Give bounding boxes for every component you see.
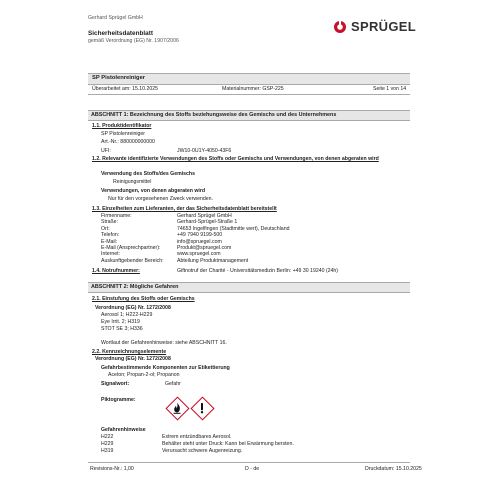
supplier-label: Ort: <box>101 225 110 232</box>
supplier-value: info@spruegel.com <box>177 238 222 245</box>
company-logo <box>333 19 416 34</box>
signal-word-value: Gefahr <box>165 381 181 387</box>
footer-divider <box>88 462 410 463</box>
hazard-text: Verursacht schwere Augenreizung. <box>162 448 243 454</box>
supplier-value: Gerhard Sprügel GmbH <box>177 213 232 219</box>
logo-mark-icon <box>333 20 347 34</box>
product-identifier: SP Pistolenreiniger <box>101 131 146 137</box>
pictograms-label: Piktogramme: <box>101 397 136 403</box>
material-number: Materialnummer: GSP-225 <box>222 86 284 92</box>
section2-heading: ABSCHNITT 2: Mögliche Gefahren <box>91 284 179 290</box>
logo-text: SPRÜGEL <box>351 19 416 34</box>
product-bar-name: SP Pistolenreiniger <box>92 75 146 81</box>
regulation-label: Verordnung (EG) Nr. 1272/2008 <box>95 305 171 311</box>
section1-heading: ABSCHNITT 1: Bezeichnung des Stoffs beziehungsweise des Gemischs und des Unternehmens <box>91 112 337 118</box>
section1-1-heading: 1.1. Produktidentifikator <box>92 123 152 129</box>
supplier-value: Abteilung Produktmanagement <box>177 257 249 264</box>
use-label: Verwendung des Stoffs/des Gemischs <box>101 171 195 177</box>
section1-3-heading: 1.3. Einzelheiten zum Lieferanten, der das Sicherheitsdatenblatt bereitstellt <box>92 206 277 212</box>
components-value: Aceton; Propan-2-ol; Propanon <box>108 372 180 378</box>
revision-date: Überarbeitet am: 15.10.2025 <box>92 86 159 92</box>
supplier-table <box>101 213 401 264</box>
document-title: Sicherheitsdatenblatt <box>88 30 153 37</box>
regulation-label-2: Verordnung (EG) Nr. 1272/2008 <box>95 356 171 362</box>
section2-2-heading: 2.2. Kennzeichnungselemente <box>92 349 167 355</box>
hazard-text: Behälter steht unter Druck: Kann bei Erwärmung bersten. <box>162 441 294 447</box>
article-number: Art.-Nr.: 880000000000 <box>101 139 155 145</box>
hazard-statements-label: Gefahrenhinweise <box>101 427 146 433</box>
emergency-value: Giftnotruf der Charité - Universitätsmedizin Berlin: +49 30 19240 (24h) <box>177 268 339 274</box>
divider <box>88 94 410 95</box>
section2-bar <box>88 282 410 293</box>
hazard-code: H222 <box>101 434 114 440</box>
use-value: Reinigungsmittel <box>113 179 152 185</box>
components-label: Gefahrbestimmende Komponenten zur Etikettierung <box>101 365 230 371</box>
supplier-value: 74653 Ingelfingen (Stadtmitte wert), Deutschland <box>177 225 290 232</box>
advised-against-label: Verwendungen, von denen abgeraten wird <box>101 188 206 194</box>
supplier-label: Auskunftgebender Bereich: <box>101 257 164 264</box>
supplier-value: Gerhard-Sprügel-Straße 1 <box>177 219 238 226</box>
supplier-value: +49 7940 9199-500 <box>177 232 223 239</box>
footer-language: D - de <box>245 466 260 472</box>
exclamation-icon <box>190 396 214 420</box>
supplier-label: E-Mail (Ansprechpartner): <box>101 244 161 251</box>
supplier-label: Straße: <box>101 219 119 226</box>
supplier-value: Produkt@spruegel.com <box>177 244 232 251</box>
supplier-label: Internet: <box>101 251 121 258</box>
signal-word-label: Signalwort: <box>101 381 130 387</box>
page-number: Seite 1 von 14 <box>373 86 407 92</box>
supplier-label: Firmenname: <box>101 213 132 219</box>
hazard-code: H229 <box>101 441 114 447</box>
hazard-text: Extrem entzündbares Aerosol. <box>162 434 232 440</box>
classification-2: Eye Irrit. 2; H319 <box>101 319 140 325</box>
footer-print-date: Druckdatum: 15.10.2025 <box>365 466 422 472</box>
section1-2-heading: 1.2. Relevante identifizierte Verwendungen des Stoffs oder Gemischs und Verwendungen, von denen abgeraten wird <box>92 156 379 162</box>
supplier-row <box>101 258 401 264</box>
product-bar <box>88 73 410 85</box>
flame-icon <box>165 396 189 420</box>
hazard-code: H319 <box>101 448 114 454</box>
regulation-note: gemäß Verordnung (EG) Nr. 1907/2006 <box>88 38 179 44</box>
emergency-label: 1.4. Notrufnummer: <box>92 268 140 274</box>
supplier-value: www.spruegel.com <box>177 251 221 258</box>
hazard-wording-note: Wortlaut der Gefahrenhinweise: siehe ABSCHNITT 16. <box>101 340 227 346</box>
ufi-value: JW10-0U1Y-4050-43F6 <box>177 148 232 154</box>
classification-3: STOT SE 3; H336 <box>101 326 143 332</box>
footer-revision: Revisions-Nr.: 1,00 <box>90 466 134 472</box>
company-name: Gerhard Sprügel GmbH <box>88 15 143 21</box>
ufi-label: UFI: <box>101 148 111 154</box>
advised-against-value: Nur für den vorgesehenen Zweck verwenden. <box>108 196 213 202</box>
supplier-label: Telefon: <box>101 232 120 239</box>
section2-1-heading: 2.1. Einstufung des Stoffs oder Gemischs <box>92 296 195 302</box>
section1-bar <box>88 110 410 121</box>
supplier-label: E-Mail: <box>101 238 118 245</box>
classification-1: Aerosol 1; H222-H229 <box>101 312 153 318</box>
